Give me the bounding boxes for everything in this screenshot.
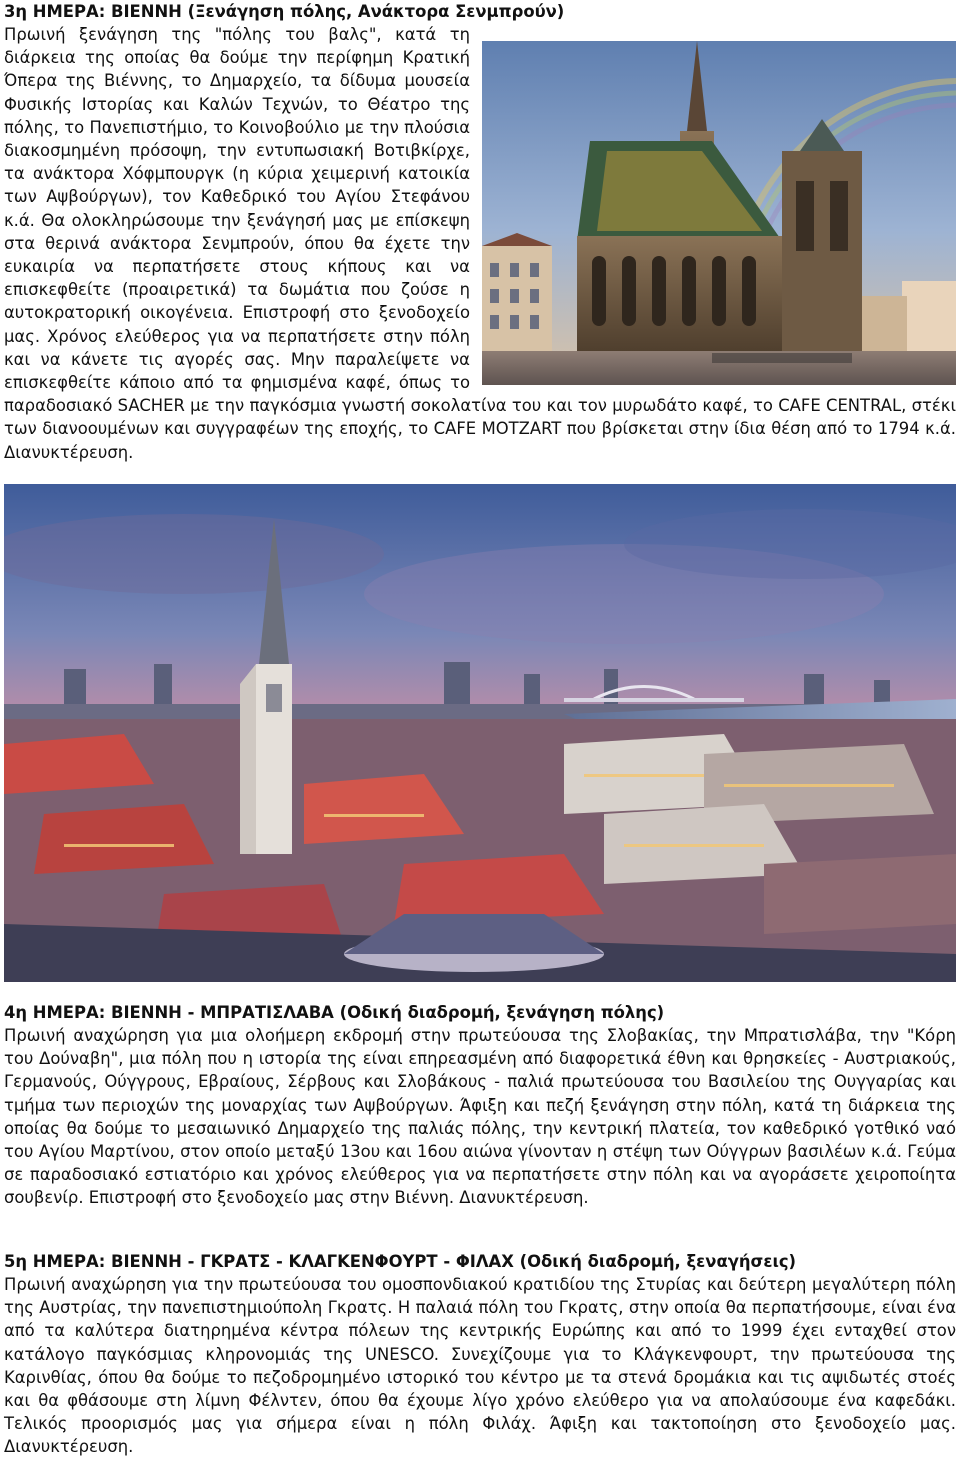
- bratislava-panorama-photo: [4, 484, 956, 982]
- day3-title: 3η ΗΜΕΡΑ: ΒΙΕΝΝΗ (Ξενάγηση πόλης, Ανάκτορα Σενμπρούν): [4, 2, 565, 21]
- day5-text: Πρωινή αναχώρηση για την πρωτεύουσα του ομοσπονδιακού κρατιδίου της Στυρίας και δεύτερη μεγαλύτερη πόλη της Αυστρίας, την πανεπιστημιούπολη Γκρατς. Η παλαιά πόλη του Γκρατς, στην οποία θα περπατήσουμε, είναι ένα από τα καλύτερα διατηρημένα κέντρα πόλεων της κεντρικής Ευρώπης και από το 1999 έχει ενταχθεί στον κατάλογο παγκόσμιας κληρονομιάς της UNESCO. Συνεχίζουμε για το Κλάγκενφουρτ, την πρωτεύουσα της Καρινθίας, όπου θα δούμε το πεζοδρομημένο ιστορικό του κέντρο με τα στενά δρομάκια και τις αψιδωτές στοές και θα φθάσουμε στη λίμνη Φέλντεν, όπου θα έχουμε λίγο χρόνο ελεύθερο για να απολαύσουμε ένα καφεδάκι. Τελικός προορισμός μας για σήμερα είναι η πόλη Φιλάχ. Άφιξη και τακτοποίηση στο ξενοδοχείο μας. Διανυκτέρευση.: [4, 1275, 956, 1457]
- day3-text: Πρωινή ξενάγηση της "πόλης του βαλς", κατά τη διάρκεια της οποίας θα δούμε την περίφημη Κρατική Όπερα της Βιέννης, το Δημαρχείο, τα δίδυμα μουσεία Φυσικής Ιστορίας και Καλών Τεχνών, το Θέατρο της πόλης, το Πανεπιστήμιο, το Κοινοβούλιο με την πλούσια διακοσμημένη πρόσοψη, την εντυπωσιακή Βοτιβκίρχε, τα ανάκτορα Χόφμπουργκ (η κύρια χειμερινή κατοικία των Αψβούργων), τον Καθεδρικό του Αγίου Στεφάνου κ.ά. Θα ολοκληρώσουμε την ξενάγησή μας με επίσκεψη στα θερινά ανάκτορα Σενμπρούν, όπου θα έχετε την ευκαιρία να περπατήσετε στους κήπους και να επισκεφθείτε (προαιρετικά) τα δωμάτια που ζούσε η αυτοκρατορική οικογένεια. Επιστροφή στο ξενοδοχείο μας. Χρόνος ελεύθερος για να περπατήσετε στην πόλη και να κάνετε τις αγορές σας. Μην παραλείψετε να επισκεφθείτε κάποιο από τα φημισμένα καφέ, όπως το παραδοσιακό SACHER με την παγκόσμια γνωστή σοκολατίνα του και τον μυρωδάτο καφέ, το CAFE CENTRAL, στέκι των διανοουμένων και συγγραφέων της εποχής, το CAFE MOTZART που βρίσκεται στην ίδια θέση από το 1794 κ.ά. Διανυκτέρευση.: [4, 25, 956, 462]
- day4-title: 4η ΗΜΕΡΑ: ΒΙΕΝΝΗ - ΜΠΡΑΤΙΣΛΑΒΑ (Οδική διαδρομή, ξενάγηση πόλης): [4, 1003, 665, 1022]
- day4-text: Πρωινή αναχώρηση για μια ολοήμερη εκδρομή στην πρωτεύουσα της Σλοβακίας, την Μπρατισλάβα, την "Κόρη του Δούναβη", μια πόλη που η ιστορία της είναι επηρεασμένη από διαφορετικά έθνη και θρησκείες - Αυστριακούς, Γερμανούς, Ούγγρους, Εβραίους, Σέρβους και Σλοβάκους - παλιά πρωτεύουσα του Βασιλείου της Ουγγαρίας και τμήμα των περιοχών της μοναρχίας των Αψβούργων. Άφιξη και πεζή ξενάγηση στην πόλη, κατά τη διάρκεια της οποίας θα δούμε το μεσαιωνικό Δημαρχείο της παλιάς πόλης, την κεντρική πλατεία, τον καθεδρικό γοτθικό ναό του Αγίου Μαρτίνου, στον οποίο μεταξύ 13ου και 16ου αιώνα γίνονταν η στέψη των Ούγγρων βασιλέων κ.ά. Γεύμα σε παραδοσιακό εστιατόριο και χρόνος ελεύθερος για να περπατήσετε στην πόλη και να αγοράσετε χειροποίητα σουβενίρ. Επιστροφή στο ξενοδοχείο μας στην Βιέννη. Διανυκτέρευση.: [4, 1026, 956, 1208]
- vienna-cathedral-photo: [482, 41, 956, 385]
- day5-title: 5η ΗΜΕΡΑ: ΒΙΕΝΝΗ - ΓΚΡΑΤΣ - ΚΛΑΓΚΕΝΦΟΥΡΤ - ΦΙΛΑΧ (Οδική διαδρομή, ξεναγήσεις): [4, 1252, 797, 1271]
- day3-section: [4, 0, 956, 464]
- day5-section: [4, 1250, 956, 1459]
- day4-section: [4, 1001, 956, 1210]
